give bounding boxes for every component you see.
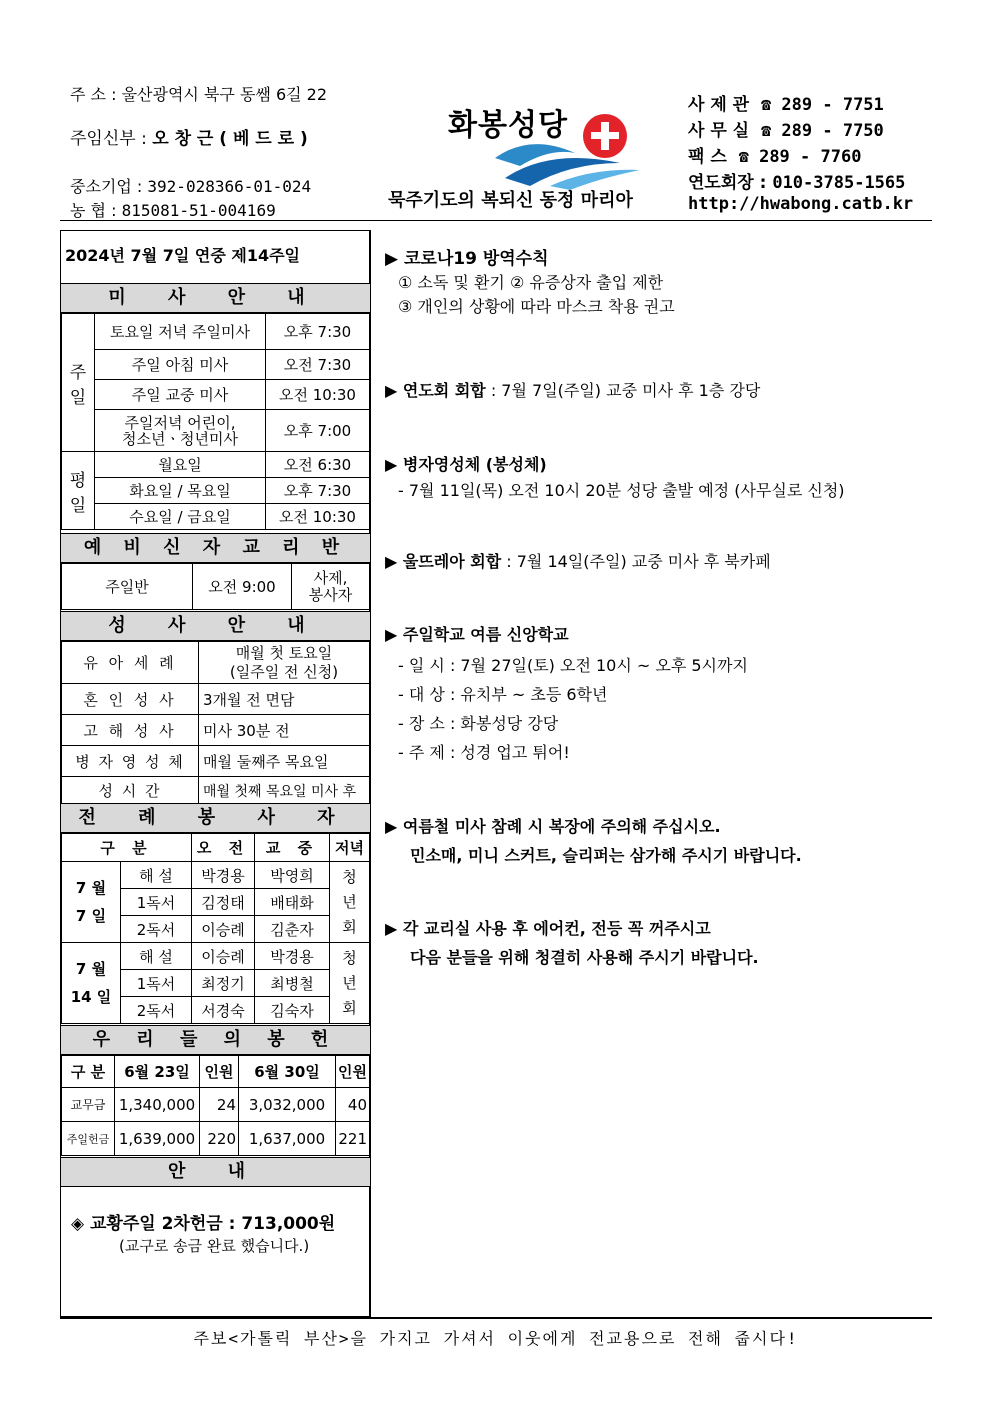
account2-label: 농 협 : <box>70 201 117 220</box>
offering-section-title: 우 리 들 의 봉 헌 <box>61 1025 370 1055</box>
contact-phone: ☎ 289 - 7760 <box>738 147 862 167</box>
mass-name: 주일 교중 미사 <box>95 380 266 410</box>
council-phone: 010-3785-1565 <box>772 173 906 193</box>
ultreya-text: : 7월 14일(주일) 교중 미사 후 북카페 <box>501 552 771 571</box>
mass-time: 오후 7:30 <box>266 478 370 504</box>
covid-rule-1: ① 소독 및 환기 ② 유증상자 출입 제한 <box>398 273 664 292</box>
column-divider <box>370 230 371 1317</box>
catechumen-teacher: 사제, 봉사자 <box>292 564 370 610</box>
offering-count: 24 <box>200 1088 239 1122</box>
account1: 392-028366-01-024 <box>147 177 312 196</box>
minister-role: 해 설 <box>121 862 192 889</box>
minister-main: 박경용 <box>255 943 330 970</box>
dress-notice-2: 민소매, 미니 스커트, 슬리퍼는 삼가해 주시기 바랍니다. <box>410 846 802 865</box>
mass-time: 오후 7:00 <box>266 410 370 452</box>
dress-notice-1: ▶ 여름철 미사 참례 시 복장에 주의해 주십시오. <box>385 817 721 836</box>
notice-sub: (교구로 송금 완료 했습니다.) <box>119 1237 310 1255</box>
sacrament-info: 매월 첫째 목요일 미사 후 <box>199 777 370 805</box>
catechumen-table <box>61 563 370 610</box>
offering-head: 구 분 <box>62 1056 115 1088</box>
meeting-title: ▶ 연도회 회합 <box>385 381 486 400</box>
ministers-head: 저녁 <box>330 834 370 862</box>
offering-head: 인원 <box>200 1056 239 1088</box>
ministers-head: 구 분 <box>62 834 192 862</box>
sacrament-name: 성 시 간 <box>62 777 199 805</box>
priest-name: 오 창 근 ( 베 드 로 ) <box>152 129 308 149</box>
sick-text: - 7월 11일(목) 오전 10시 20분 성당 출발 예정 (사무실로 신청) <box>398 481 845 500</box>
ministers-head: 교 중 <box>255 834 330 862</box>
catechumen-class: 주일반 <box>62 564 193 610</box>
offering-head: 6월 23일 <box>115 1056 200 1088</box>
sacrament-info: 매월 둘째주 목요일 <box>199 746 370 777</box>
mass-name: 수요일 / 금요일 <box>95 504 266 530</box>
footer-text: 주보<가톨릭 부산>을 가지고 가셔서 이웃에게 전교용으로 전해 줍시다! <box>193 1329 799 1348</box>
left-column <box>60 230 370 1317</box>
minister-main: 김숙자 <box>255 997 330 1024</box>
date-title: 2024년 7월 7일 연중 제14주일 <box>65 246 300 265</box>
school-item: - 일 시 : 7월 27일(토) 오전 10시 ~ 오후 5시까지 <box>398 656 748 675</box>
covid-rule-2: ③ 개인의 상황에 따라 마스크 착용 권고 <box>398 297 675 316</box>
address-label: 주 소 : <box>70 85 117 104</box>
account1-label: 중소기업 : <box>70 177 143 196</box>
school-item: - 대 상 : 유치부 ~ 초등 6학년 <box>398 685 608 704</box>
meeting-text: : 7월 7일(주일) 교중 미사 후 1층 강당 <box>485 381 761 400</box>
minister-role: 1독서 <box>121 889 192 916</box>
contact-phone: ☎ 289 - 7751 <box>760 95 884 115</box>
account2: 815081-51-004169 <box>121 201 276 220</box>
church-name: 화봉성당 <box>448 108 568 143</box>
minister-main: 박영희 <box>255 862 330 889</box>
mass-time: 오전 7:30 <box>266 350 370 380</box>
minister-am: 최정기 <box>192 970 255 997</box>
minister-am: 김정태 <box>192 889 255 916</box>
sacrament-table <box>61 641 370 805</box>
sacrament-info: 3개월 전 면담 <box>199 684 370 715</box>
ministers-section-title: 전 례 봉 사 자 <box>61 803 370 833</box>
sick-title: ▶ 병자영성체 (봉성체) <box>385 455 547 474</box>
minister-date: 7 월 14 일 <box>62 943 121 1024</box>
minister-role: 1독서 <box>121 970 192 997</box>
meeting-item <box>385 378 760 401</box>
church-logo-icon <box>490 108 650 190</box>
offering-amount: 1,637,000 <box>239 1122 336 1156</box>
address: 울산광역시 북구 동쌤 6길 22 <box>121 85 328 104</box>
sunday-label: 주 일 <box>62 314 95 452</box>
offering-table <box>61 1055 370 1156</box>
priest-line <box>70 124 308 149</box>
ultreya-title: ▶ 울뜨레아 회합 <box>385 552 502 571</box>
contact-label: 팩 스 <box>688 147 727 167</box>
mass-time: 오전 10:30 <box>266 380 370 410</box>
mass-name: 토요일 저녁 주일미사 <box>95 314 266 350</box>
contact-phone: ☎ 289 - 7750 <box>760 121 884 141</box>
notice-section-title: 안 내 <box>61 1157 370 1187</box>
minister-am: 이승례 <box>192 916 255 943</box>
ministers-table <box>61 833 370 1024</box>
sacrament-section-title: 성 사 안 내 <box>61 611 370 641</box>
sacrament-info: 매월 첫 토요일 (일주일 전 신청) <box>199 642 370 684</box>
offering-type: 교무금 <box>62 1088 115 1122</box>
minister-date: 7 월 7 일 <box>62 862 121 943</box>
mass-time: 오전 6:30 <box>266 452 370 478</box>
notice-main: ◈ 교황주일 2차헌금 : 713,000원 <box>71 1214 336 1234</box>
sacrament-name: 고 해 성 사 <box>62 715 199 746</box>
ultreya-item <box>385 549 771 572</box>
minister-evening: 청 년 회 <box>330 862 370 943</box>
room-notice-2: 다음 분들을 위해 청결히 사용해 주시기 바랍니다. <box>410 948 759 967</box>
address-line <box>70 82 327 105</box>
offering-head: 6월 30일 <box>239 1056 336 1088</box>
sacrament-info: 미사 30분 전 <box>199 715 370 746</box>
website-link[interactable]: http://hwabong.catb.kr <box>688 194 914 214</box>
minister-main: 최병철 <box>255 970 330 997</box>
covid-title: ▶ 코로나19 방역수칙 <box>385 249 549 269</box>
offering-type: 주일헌금 <box>62 1122 115 1156</box>
sacrament-name: 병 자 영 성 체 <box>62 746 199 777</box>
minister-main: 배태화 <box>255 889 330 916</box>
mass-time: 오전 10:30 <box>266 504 370 530</box>
offering-amount: 1,639,000 <box>115 1122 200 1156</box>
minister-am: 이승례 <box>192 943 255 970</box>
contact-label: 사 무 실 <box>688 121 750 141</box>
mass-table <box>61 313 370 530</box>
offering-count: 221 <box>336 1122 370 1156</box>
school-title: ▶ 주일학교 여름 신앙학교 <box>385 625 569 644</box>
catechumen-time: 오전 9:00 <box>193 564 292 610</box>
minister-am: 서경숙 <box>192 997 255 1024</box>
mass-name: 화요일 / 목요일 <box>95 478 266 504</box>
minister-evening: 청 년 회 <box>330 943 370 1024</box>
minister-role: 해 설 <box>121 943 192 970</box>
patron-saint: 묵주기도의 복되신 동정 마리아 <box>388 190 633 211</box>
school-item: - 주 제 : 성경 업고 튀어! <box>398 743 570 762</box>
header-rule <box>60 220 932 221</box>
minister-am: 박경용 <box>192 862 255 889</box>
room-notice-1: ▶ 각 교리실 사용 후 에어컨, 전등 꼭 꺼주시고 <box>385 919 711 938</box>
sacrament-name: 혼 인 성 사 <box>62 684 199 715</box>
contact-label: 사 제 관 <box>688 95 750 115</box>
offering-count: 40 <box>336 1088 370 1122</box>
weekday-label: 평 일 <box>62 452 95 530</box>
offering-count: 220 <box>200 1122 239 1156</box>
mass-name: 월요일 <box>95 452 266 478</box>
minister-main: 김춘자 <box>255 916 330 943</box>
sacrament-name: 유 아 세 례 <box>62 642 199 684</box>
mass-name: 주일저녁 어린이, 청소년ㆍ청년미사 <box>95 410 266 452</box>
priest-label: 주임신부 : <box>70 129 147 149</box>
mass-section-title: 미 사 안 내 <box>61 283 370 313</box>
minister-role: 2독서 <box>121 997 192 1024</box>
account1-line <box>70 174 311 197</box>
mass-name: 주일 아침 미사 <box>95 350 266 380</box>
offering-head: 인원 <box>336 1056 370 1088</box>
account2-line <box>70 198 276 221</box>
minister-role: 2독서 <box>121 916 192 943</box>
mass-time: 오후 7:30 <box>266 314 370 350</box>
footer-rule <box>60 1317 932 1319</box>
offering-amount: 1,340,000 <box>115 1088 200 1122</box>
council-label: 연도회장 : <box>688 173 767 193</box>
school-item: - 장 소 : 화봉성당 강당 <box>398 714 559 733</box>
ministers-head: 오 전 <box>192 834 255 862</box>
offering-amount: 3,032,000 <box>239 1088 336 1122</box>
catechumen-section-title: 예 비 신 자 교 리 반 <box>61 533 370 563</box>
